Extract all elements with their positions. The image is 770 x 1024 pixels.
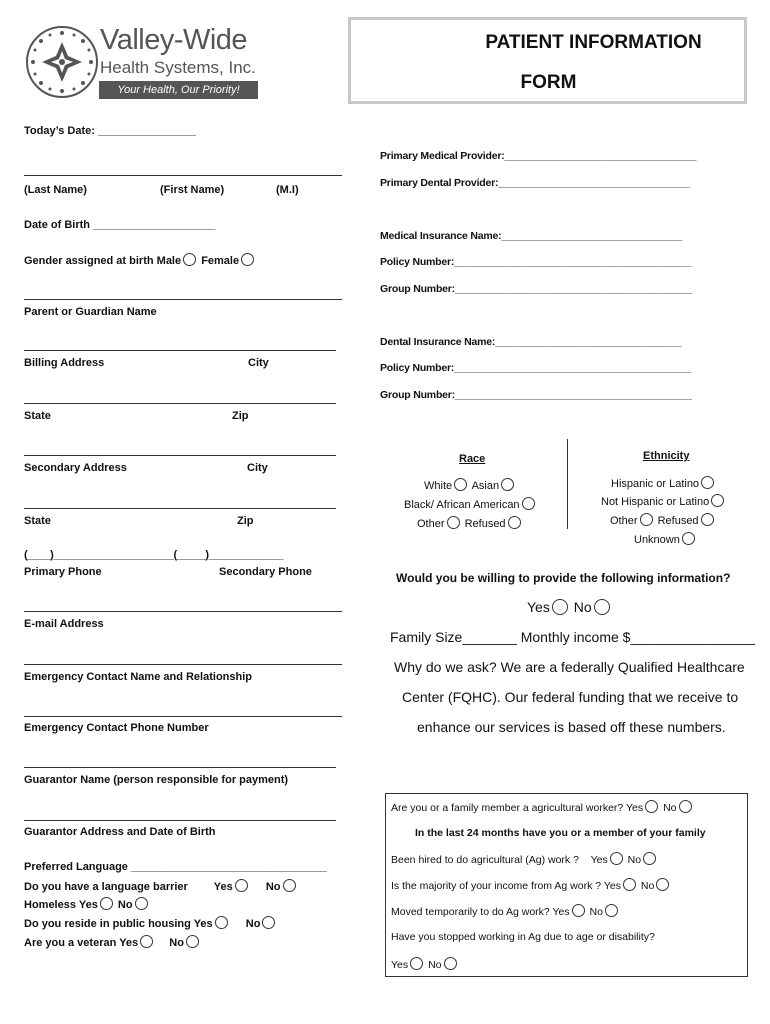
medical-insurance-field[interactable]: Medical Insurance Name:________________________________ [380,230,682,242]
income-no-radio[interactable] [594,599,610,615]
ag-q2-no-radio[interactable] [643,852,656,865]
parent-label: Parent or Guardian Name [24,306,157,318]
emergency-contact-line[interactable] [24,664,342,665]
not-hispanic-label: Not Hispanic or Latino [601,496,710,508]
race-row-2 [404,497,537,511]
male-radio[interactable] [183,253,196,266]
unknown-radio[interactable] [682,532,695,545]
female-radio[interactable] [241,253,254,266]
no-label: No [589,906,603,918]
veteran-yes-radio[interactable] [140,935,153,948]
male-label: Male [156,255,182,267]
veteran-label: Are you a veteran [24,937,117,949]
emergency-phone-line[interactable] [24,716,342,717]
secondary-phone-label: Secondary Phone [219,566,312,578]
hispanic-radio[interactable] [701,476,714,489]
ethnicity-other-label: Other [610,515,638,527]
veteran-no-radio[interactable] [186,935,199,948]
medical-policy-field[interactable]: Policy Number:__________________________________________ [380,256,692,268]
public-housing-row [24,916,277,930]
veteran-row [24,935,201,949]
todays-date-field[interactable]: Today’s Date: ________________ [24,125,196,137]
dental-insurance-field[interactable]: Dental Insurance Name:_________________________________ [380,336,682,348]
preferred-language-field[interactable]: Preferred Language ________________________________ [24,861,327,873]
race-other-label: Other [417,518,445,530]
no-label: No [627,854,642,866]
valley-wide-logo-emblem [24,24,100,100]
primary-phone-label: Primary Phone [24,566,102,578]
language-barrier-row [24,879,298,893]
yes-label: Yes [119,937,139,949]
no-label: No [428,959,442,971]
why-text-2: Center (FQHC). Our federal funding that we receive to [402,689,739,705]
not-hispanic-radio[interactable] [711,494,724,507]
ethnicity-row-3 [610,513,716,527]
medical-group-field[interactable]: Group Number:__________________________________________ [380,283,692,295]
yes-label: Yes [626,802,644,814]
homeless-yes-radio[interactable] [100,897,113,910]
phone-line[interactable]: (____)_____________________(_____)_____________ [24,549,283,561]
family-size-income-field[interactable]: Family Size_______ Monthly income $________________ [390,629,756,645]
guarantor-address-label: Guarantor Address and Date of Birth [24,826,216,838]
logo-tagline: Your Health, Our Priority! [99,81,258,99]
ethnicity-row-4 [634,532,697,546]
state-line-2[interactable] [24,508,336,509]
yes-label: Yes [590,854,608,866]
ag-q3-label: Is the majority of your income from Ag work ? [391,880,602,892]
female-label: Female [201,255,240,267]
ethnicity-heading: Ethnicity [643,450,690,462]
yes-label: Yes [603,880,621,892]
income-question: Would you be willing to provide the following information? [396,571,731,585]
ethnicity-refused-label: Refused [657,515,699,527]
homeless-label: Homeless [24,899,76,911]
no-label: No [169,937,184,949]
ag-q5-yes-radio[interactable] [410,957,423,970]
state-label-2: State [24,515,51,527]
guarantor-line[interactable] [24,767,336,768]
ag-q2-yes-radio[interactable] [610,852,623,865]
email-label: E-mail Address [24,618,104,630]
income-yes-radio[interactable] [552,599,568,615]
white-radio[interactable] [454,478,467,491]
gender-label: Gender assigned at birth [24,255,154,267]
city-label-1: City [248,357,269,369]
primary-dental-provider-field[interactable]: Primary Dental Provider:__________________________________ [380,177,691,189]
title-line-2: FORM [520,72,577,93]
income-consent-row [527,599,612,615]
race-refused-label: Refused [464,518,506,530]
no-label: No [265,881,281,893]
billing-label: Billing Address [24,357,105,369]
yes-label: Yes [391,959,409,971]
race-heading: Race [459,453,486,465]
city-label-2: City [247,462,268,474]
name-line[interactable] [24,175,342,176]
yes-label: Yes [552,906,570,918]
emergency-contact-label: Emergency Contact Name and Relationship [24,671,252,683]
gender-row [24,253,256,267]
why-text-3: enhance our services is based off these numbers. [417,719,726,735]
yes-label: Yes [78,899,98,911]
ag-q1-no-radio[interactable] [679,800,692,813]
zip-label-2: Zip [237,515,254,527]
language-barrier-yes-radio[interactable] [235,879,248,892]
public-housing-no-radio[interactable] [262,916,275,929]
ag-q1-yes-radio[interactable] [645,800,658,813]
state-line-1[interactable] [24,403,336,404]
secondary-address-line[interactable] [24,455,336,456]
dob-field[interactable]: Date of Birth ____________________ [24,219,216,231]
race-other-radio[interactable] [447,516,460,529]
ethnicity-refused-radio[interactable] [701,513,714,526]
logo-name: Valley-Wide [100,24,248,56]
ag-q5-label: Have you stopped working in Ag due to age or disability? [391,931,655,943]
ethnicity-other-radio[interactable] [640,513,653,526]
zip-label-1: Zip [232,410,249,422]
no-label: No [640,880,655,892]
ag-q2-label: Been hired to do agricultural (Ag) work ? [391,854,579,866]
ag-q3-row [391,878,671,892]
first-name-label: (First Name) [160,184,225,196]
ag-q4-yes-radio[interactable] [572,904,585,917]
white-label: White [424,480,453,492]
last-name-label: (Last Name) [24,184,87,196]
yes-label: Yes [193,918,213,930]
no-label: No [663,802,677,814]
parent-line[interactable] [24,299,342,300]
no-label: No [117,899,133,911]
why-text-1: Why do we ask? We are a federally Qualified Healthcare [394,659,745,675]
ag-q4-no-radio[interactable] [605,904,618,917]
dental-policy-field[interactable]: Policy Number:__________________________________________ [380,362,692,374]
income-no-label: No [573,599,592,615]
billing-line[interactable] [24,350,336,351]
income-yes-label: Yes [527,599,550,615]
race-row-3 [417,516,523,530]
no-label: No [245,918,261,930]
mi-label: (M.I) [276,184,299,196]
secondary-address-label: Secondary Address [24,462,127,474]
ag-q3-no-radio[interactable] [656,878,669,891]
asian-radio[interactable] [501,478,514,491]
race-refused-radio[interactable] [508,516,521,529]
logo-subtitle: Health Systems, Inc. [100,58,256,77]
race-ethnicity-divider [567,439,568,529]
ag-q2-row [391,852,658,866]
ag-q3-yes-radio[interactable] [623,878,636,891]
guarantor-address-line[interactable] [24,820,336,821]
unknown-label: Unknown [634,534,680,546]
ag-heading: In the last 24 months have you or a member of your family [415,827,706,839]
language-barrier-no-radio[interactable] [283,879,296,892]
public-housing-yes-radio[interactable] [215,916,228,929]
ag-q4-row [391,904,620,918]
ag-q4-label: Moved temporarily to do Ag work? [391,906,550,918]
asian-label: Asian [471,480,500,492]
ethnicity-row-2 [601,494,726,508]
ag-q5-row [391,957,459,971]
homeless-no-radio[interactable] [135,897,148,910]
title-box [348,17,747,104]
dental-group-field[interactable]: Group Number:__________________________________________ [380,389,692,401]
public-housing-label: Do you reside in public housing [24,918,191,930]
yes-label: Yes [213,881,233,893]
ag-q1-row [391,800,694,814]
language-barrier-label: Do you have a language barrier [24,881,188,893]
email-line[interactable] [24,611,342,612]
race-row-1 [424,478,516,492]
state-label-1: State [24,410,51,422]
primary-medical-provider-field[interactable]: Primary Medical Provider:__________________________________ [380,150,697,162]
ethnicity-row-1 [611,476,716,490]
ag-q5-no-radio[interactable] [444,957,457,970]
ag-q1-label: Are you or a family member a agricultural worker? [391,802,624,814]
emergency-phone-label: Emergency Contact Phone Number [24,722,209,734]
hispanic-label: Hispanic or Latino [611,478,700,490]
title-line-1: PATIENT INFORMATION [485,32,702,53]
homeless-row [24,897,150,911]
guarantor-label: Guarantor Name (person responsible for payment) [24,774,289,786]
black-label: Black/ African American [404,499,520,511]
black-radio[interactable] [522,497,535,510]
